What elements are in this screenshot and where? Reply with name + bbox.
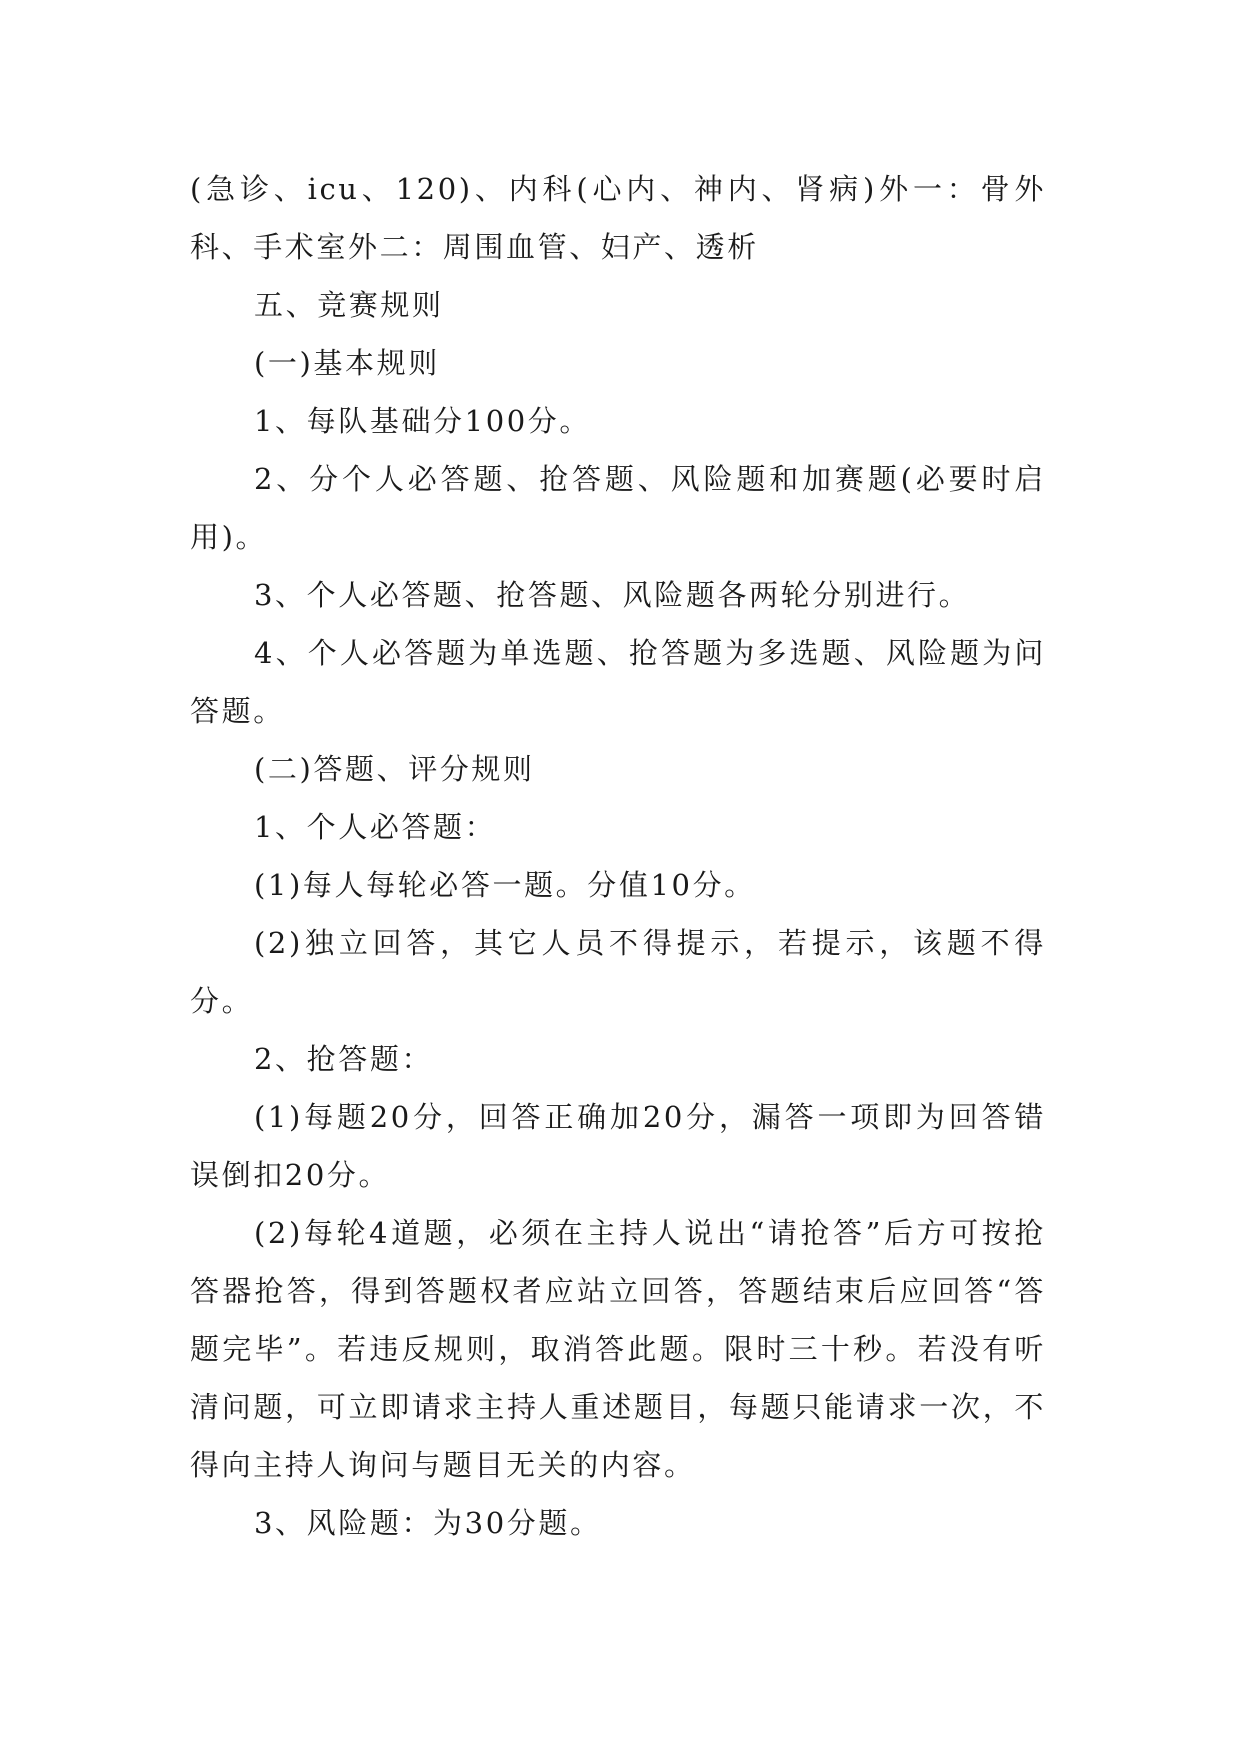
rule-item-rounds: 3、个人必答题、抢答题、风险题各两轮分别进行。 xyxy=(254,578,971,612)
required-rule-1: (1)每人每轮必答一题。分值10分。 xyxy=(254,868,756,902)
heading-required-questions: 1、个人必答题： xyxy=(254,810,497,844)
buzzer-rule-1: (1)每题20分，回答正确加20分，漏答一项即为回答错误倒扣20分。 xyxy=(190,1100,1046,1192)
heading-buzzer-questions: 2、抢答题： xyxy=(254,1042,434,1076)
document-page xyxy=(190,160,1046,1552)
heading-basic-rules: (一)基本规则 xyxy=(254,346,440,380)
buzzer-rule-2: (2)每轮4道题，必须在主持人说出“请抢答”后方可按抢答器抢答，得到答题权者应站立回答，答题结束后应回答“答题完毕”。若违反规则，取消答此题。限时三十秒。若没有听清问题，可立即请求主持人重述题目，每题只能请求一次，不得向主持人询问与题目无关的内容。 xyxy=(190,1216,1046,1482)
paragraph-continued-departments: (急诊、icu、120)、内科(心内、神内、肾病)外一：骨外科、手术室外二：周围血管、妇产、透析 xyxy=(190,172,1046,264)
required-rule-2: (2)独立回答，其它人员不得提示，若提示，该题不得分。 xyxy=(190,926,1046,1018)
heading-answer-scoring-rules: (二)答题、评分规则 xyxy=(254,752,535,786)
rule-item-question-types: 2、分个人必答题、抢答题、风险题和加赛题(必要时启用)。 xyxy=(190,462,1046,554)
heading-competition-rules: 五、竞赛规则 xyxy=(254,288,444,322)
heading-risk-questions: 3、风险题：为30分题。 xyxy=(254,1506,602,1540)
rule-item-base-score: 1、每队基础分100分。 xyxy=(254,404,592,438)
rule-item-question-format: 4、个人必答题为单选题、抢答题为多选题、风险题为问答题。 xyxy=(190,636,1046,728)
